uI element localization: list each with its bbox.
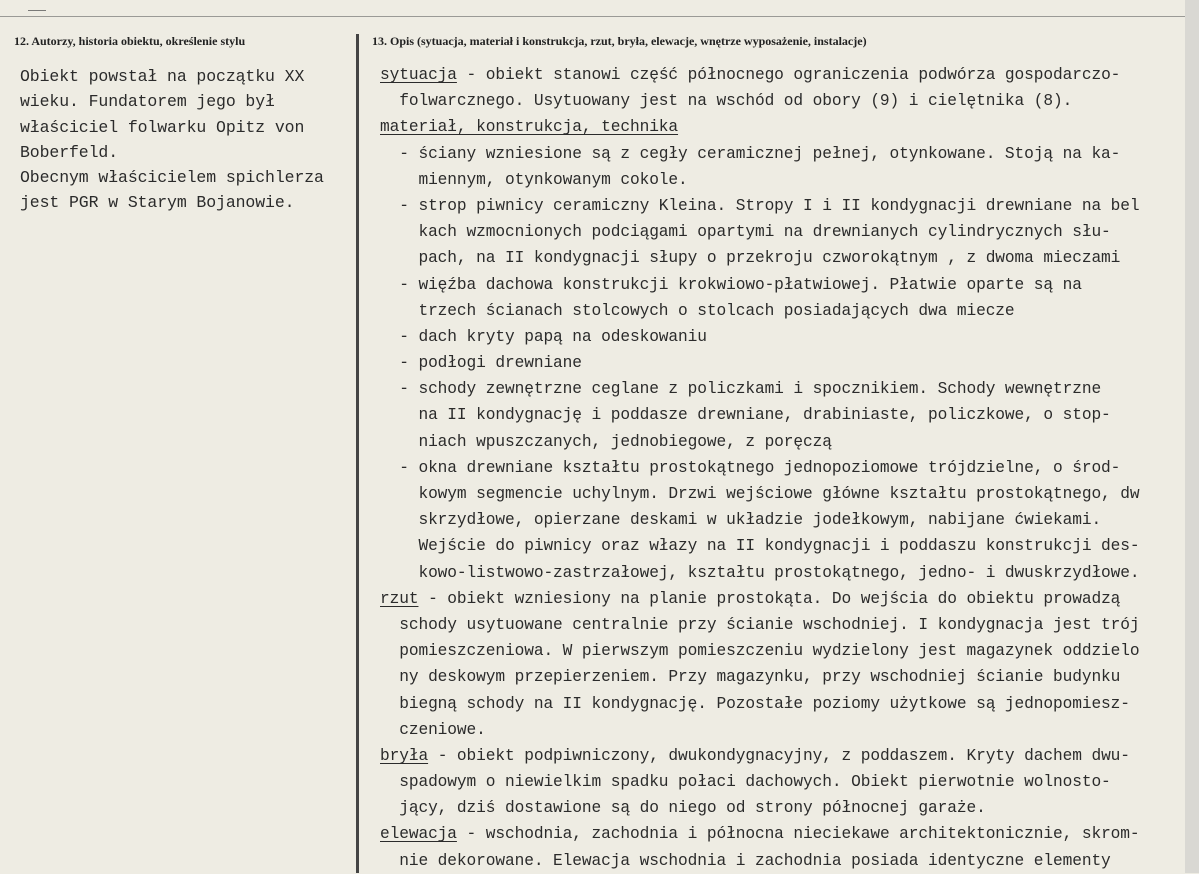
- line-text: niach wpuszczanych, jednobiegowe, z poręczą: [380, 432, 832, 451]
- text-line: [380, 638, 1190, 664]
- text-line: [380, 821, 1190, 847]
- line-text: nie dekorowane. Elewacja wschodnia i zachodnia posiada identyczne elementy: [380, 851, 1111, 870]
- section-term: rzut: [380, 589, 419, 608]
- section-12-header: 12. Autorzy, historia obiektu, określenie stylu: [14, 34, 246, 48]
- text-line: [380, 717, 1190, 743]
- text-line: [380, 62, 1190, 88]
- section-12-body: [20, 64, 340, 216]
- text-line: [380, 376, 1190, 402]
- line-text: pach, na II kondygnacji słupy o przekroju czworokątnym , z dwoma mieczami: [380, 249, 1121, 268]
- text-line: [380, 350, 1190, 376]
- text-line: [380, 272, 1190, 298]
- line-text: folwarcznego. Usytuowany jest na wschód od obory (9) i cielętnika (8).: [380, 92, 1073, 111]
- line-text: miennym, otynkowanym cokole.: [380, 170, 688, 189]
- text-line: [380, 193, 1190, 219]
- line-text: kach wzmocnionych podciągami opartymi na drewnianych cylindrycznych słu-: [380, 223, 1111, 242]
- line-text: ny deskowym przepierzeniem. Przy magazynku, przy wschodniej ścianie budynku: [380, 668, 1121, 687]
- line-text: - obiekt stanowi część północnego ograniczenia podwórza gospodarczo-: [456, 66, 1121, 84]
- line-text: - schody zewnętrzne ceglane z policzkami i spocznikiem. Schody wewnętrzne: [380, 380, 1102, 399]
- line-text: - strop piwnicy ceramiczny Kleina. Stropy I i II kondygnacji drewniane na bel: [380, 196, 1140, 215]
- line-text: - wschodnia, zachodnia i północna nieciekawe architektonicznie, skrom-: [456, 825, 1140, 844]
- text-line: [380, 141, 1190, 167]
- text-line: Obecnym właścicielem spichlerza: [20, 168, 324, 188]
- line-text: Wejście do piwnicy oraz włazy na II kondygnacji i poddaszu konstrukcji des-: [380, 537, 1140, 556]
- section-term: elewacja: [380, 825, 457, 844]
- text-line: [380, 769, 1190, 795]
- line-text: - podłogi drewniane: [380, 354, 582, 373]
- line-text: - dach kryty papą na odeskowaniu: [380, 327, 707, 346]
- text-line: [380, 429, 1190, 455]
- line-text: skrzydłowe, opierzane deskami w układzie jodełkowym, nabijane ćwiekami.: [380, 511, 1102, 530]
- section-term: sytuacja: [380, 66, 457, 84]
- line-text: schody usytuowane centralnie przy ścianie wschodniej. I kondygnacja jest trój: [380, 615, 1140, 634]
- line-text: jący, dziś dostawione są do niego od strony północnej garaże.: [380, 799, 986, 818]
- text-line: [380, 691, 1190, 717]
- text-line: [380, 612, 1190, 638]
- line-text: biegną schody na II kondygnację. Pozostałe poziomy użytkowe są jednopomiesz-: [380, 694, 1130, 713]
- text-line: [380, 402, 1190, 428]
- line-text: czeniowe.: [380, 720, 486, 739]
- column-divider: [356, 34, 359, 873]
- text-line: [380, 167, 1190, 193]
- text-line: [380, 245, 1190, 271]
- text-line: Obiekt powstał na początku XX: [20, 67, 305, 86]
- line-text: - ściany wzniesione są z cegły ceramicznej pełnej, otynkowane. Stoją na ka-: [380, 144, 1121, 163]
- text-line: [380, 507, 1190, 533]
- text-line: [380, 455, 1190, 481]
- section-term: bryła: [380, 746, 429, 765]
- text-line: [380, 533, 1190, 559]
- top-rule: [0, 16, 1199, 17]
- text-line: [380, 664, 1190, 690]
- section-term: materiał, konstrukcja, technika: [380, 118, 679, 137]
- line-text: trzech ścianach stolcowych o stolcach posiadających dwa miecze: [380, 301, 1015, 320]
- text-line: [380, 88, 1190, 114]
- line-text: - okna drewniane kształtu prostokątnego jednopoziomowe trójdzielne, o środ-: [380, 458, 1121, 477]
- text-line: [380, 481, 1190, 507]
- line-text: kowym segmencie uchylnym. Drzwi wejściowe główne kształtu prostokątnego, dw: [380, 485, 1140, 503]
- line-text: - więźba dachowa konstrukcji krokwiowo-płatwiowej. Płatwie oparte są na: [380, 275, 1082, 294]
- text-line: wieku. Fundatorem jego był: [20, 92, 275, 112]
- line-text: spadowym o niewielkim spadku połaci dachowych. Obiekt pierwotnie wolnosto-: [380, 773, 1111, 792]
- text-line: [380, 114, 1190, 140]
- top-tick-mark: [28, 10, 46, 11]
- text-line: [380, 586, 1190, 612]
- text-line: właściciel folwarku Opitz von: [20, 117, 305, 137]
- text-line: Boberfeld.: [20, 142, 119, 162]
- line-text: na II kondygnację i poddasze drewniane, drabiniaste, policzkowe, o stop-: [380, 406, 1111, 425]
- line-text: kowo-listwowo-zastrzałowej, kształtu prostokątnego, jedno- i dwuskrzydłowe.: [380, 563, 1140, 582]
- line-text: - obiekt wzniesiony na planie prostokąta. Do wejścia do obiektu prowadzą: [418, 589, 1121, 608]
- text-line: [380, 560, 1190, 586]
- section-13-header: 13. Opis (sytuacja, materiał i konstrukcja, rzut, bryła, elewacje, wnętrze wyposażenie, instalacje): [372, 34, 867, 48]
- text-line: [380, 298, 1190, 324]
- text-line: [380, 848, 1190, 874]
- text-line: [380, 795, 1190, 821]
- text-line: [380, 324, 1190, 350]
- text-line: [380, 219, 1190, 245]
- text-line: jest PGR w Starym Bojanowie.: [20, 193, 295, 213]
- text-line: [380, 743, 1190, 769]
- section-13-body: [380, 62, 1190, 874]
- line-text: pomieszczeniowa. W pierwszym pomieszczeniu wydzielony jest magazynek oddzielo: [380, 642, 1140, 661]
- line-text: - obiekt podpiwniczony, dwukondygnacyjny, z poddaszem. Kryty dachem dwu-: [428, 746, 1130, 765]
